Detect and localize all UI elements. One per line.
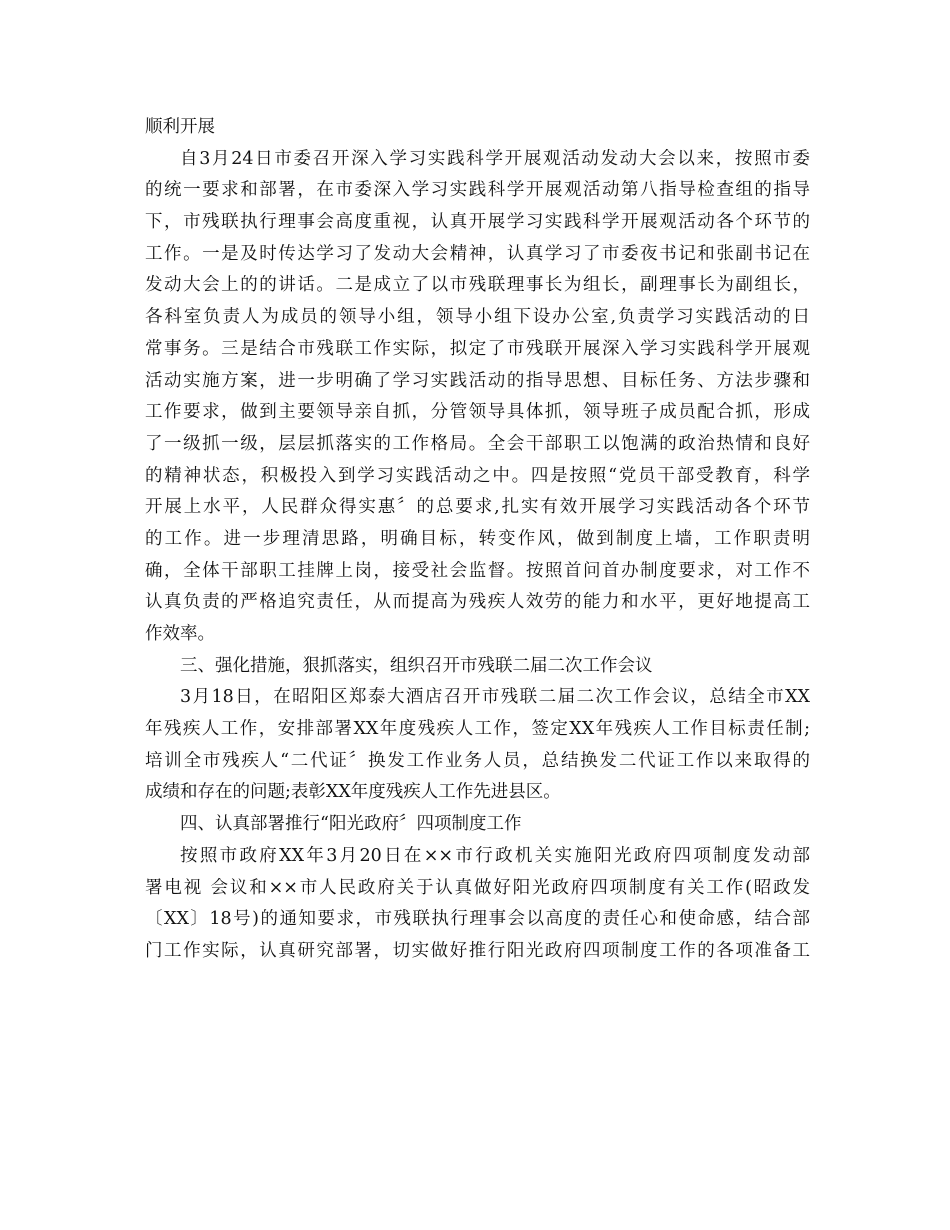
text-line: 常事务。三是结合市残联工作实际，拟定了市残联开展深入学习实践科学开展观: [145, 338, 810, 359]
text-line: 培训全市残疾人“二代证〞换发工作业务人员，总结换发二代证工作以来取得的: [145, 750, 810, 771]
document-page: [145, 112, 810, 968]
text-line: 活动实施方案，进一步明确了学习实践活动的指导思想、目标任务、方法步骤和: [145, 370, 810, 391]
text-line: 的工作。进一步理清思路，明确目标，转变作风，做到制度上墙，工作职责明: [145, 528, 810, 549]
text-line: 各科室负责人为成员的领导小组，领导小组下设办公室,负责学习实践活动的日: [145, 307, 810, 328]
text-line: 的精神状态，积极投入到学习实践活动之中。四是按照“党员干部受教育，科学: [145, 465, 810, 486]
text-line: 年残疾人工作，安排部署XX年度残疾人工作，签定XX年残疾人工作目标责任制;: [145, 719, 810, 740]
text-line: 开展上水平，人民群众得实惠〞的总要求,扎实有效开展学习实践活动各个环节: [145, 497, 810, 518]
text-line: 门工作实际，认真研究部署，切实做好推行阳光政府四项制度工作的各项准备工: [145, 940, 810, 961]
text-line: 了一级抓一级，层层抓落实的工作格局。全会干部职工以饱满的政治热情和良好: [145, 433, 810, 454]
text-line: 署电视 会议和××市人民政府关于认真做好阳光政府四项制度有关工作(昭政发: [145, 877, 810, 898]
text-line: 发动大会上的的讲话。二是成立了以市残联理事长为组长，副理事长为副组长，: [145, 275, 810, 296]
text-line: 自3月24日市委召开深入学习实践科学开展观活动发动大会以来，按照市委: [180, 148, 810, 169]
text-line: 成绩和存在的问题;表彰XX年度残疾人工作先进县区。: [145, 782, 561, 803]
text-line: 认真负责的严格追究责任，从而提高为残疾人效劳的能力和水平，更好地提高工: [145, 592, 810, 613]
text-line: 工作要求，做到主要领导亲自抓，分管领导具体抓，领导班子成员配合抓，形成: [145, 402, 810, 423]
text-line: 顺利开展: [145, 117, 215, 137]
text-line: 作效率。: [145, 624, 215, 644]
text-line: 按照市政府XX年3月20日在××市行政机关实施阳光政府四项制度发动部: [180, 845, 810, 866]
text-line: 〔XX〕18号)的通知要求，市残联执行理事会以高度的责任心和使命感，结合部: [145, 909, 810, 930]
section-heading: 三、强化措施，狠抓落实，组织召开市残联二届二次工作会议: [180, 655, 653, 676]
text-line: 工作。一是及时传达学习了发动大会精神，认真学习了市委夜书记和张副书记在: [145, 243, 810, 264]
text-line: 确，全体干部职工挂牌上岗，接受社会监督。按照首问首办制度要求，对工作不: [145, 560, 810, 581]
text-line: 的统一要求和部署，在市委深入学习实践科学开展观活动第八指导检查组的指导: [145, 180, 810, 201]
text-line: 下，市残联执行理事会高度重视，认真开展学习实践科学开展观活动各个环节的: [145, 212, 810, 233]
section-heading: 四、认真部署推行“阳光政府〞四项制度工作: [180, 814, 522, 835]
text-line: 3月18日，在昭阳区郑泰大酒店召开市残联二届二次工作会议，总结全市XX: [180, 687, 810, 708]
